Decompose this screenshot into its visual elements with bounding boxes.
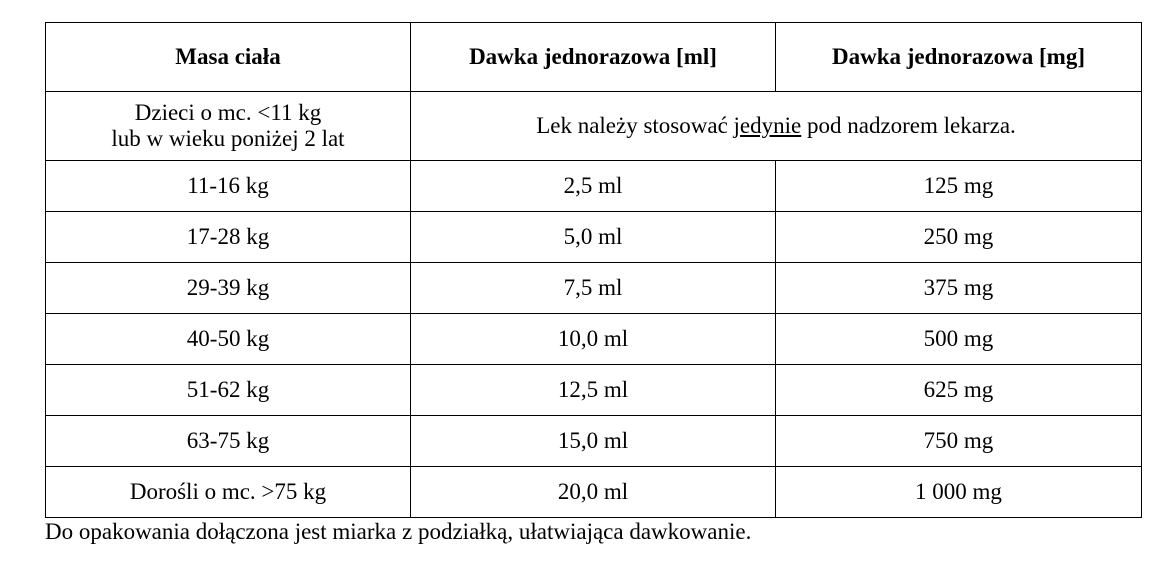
measuring-cup-note: Do opakowania dołączona jest miarka z podziałką, ułatwiająca dawkowanie. [45, 519, 752, 544]
weight-line-1: Dzieci o mc. <11 kg [134, 99, 322, 125]
header-dose-mg: Dawka jednorazowa [mg] [776, 23, 1142, 92]
dose-mg-cell: 125 mg [776, 161, 1142, 212]
weight-cell [46, 92, 411, 161]
header-body-weight: Masa ciała [46, 23, 411, 92]
table-row-young-children [46, 92, 1142, 161]
note-before: Lek należy stosować [536, 112, 734, 138]
dose-ml-cell: 10,0 ml [411, 314, 776, 365]
weight-cell: Dorośli o mc. >75 kg [46, 467, 411, 518]
table-row [46, 365, 1142, 416]
table-row [46, 161, 1142, 212]
table-row [46, 212, 1142, 263]
dose-ml-cell: 15,0 ml [411, 416, 776, 467]
table-row [46, 314, 1142, 365]
weight-line-2: lub w wieku poniżej 2 lat [111, 126, 345, 151]
weight-cell: 11-16 kg [46, 161, 411, 212]
dose-ml-cell: 7,5 ml [411, 263, 776, 314]
header-dose-ml: Dawka jednorazowa [ml] [411, 23, 776, 92]
dose-ml-cell: 20,0 ml [411, 467, 776, 518]
dose-mg-cell: 250 mg [776, 212, 1142, 263]
note-underlined: jedynie [733, 112, 802, 138]
weight-cell: 63-75 kg [46, 416, 411, 467]
dose-mg-cell: 375 mg [776, 263, 1142, 314]
dose-ml-cell: 2,5 ml [411, 161, 776, 212]
table-row [46, 416, 1142, 467]
dose-mg-cell: 750 mg [776, 416, 1142, 467]
weight-cell: 40-50 kg [46, 314, 411, 365]
table-header-row [46, 23, 1142, 92]
table-row [46, 467, 1142, 518]
dosage-table [45, 22, 1142, 518]
supervision-note-cell [411, 92, 1142, 161]
dose-ml-cell: 12,5 ml [411, 365, 776, 416]
dose-mg-cell: 625 mg [776, 365, 1142, 416]
weight-cell: 51-62 kg [46, 365, 411, 416]
weight-cell: 17-28 kg [46, 212, 411, 263]
table-row [46, 263, 1142, 314]
dose-mg-cell: 1 000 mg [776, 467, 1142, 518]
dose-mg-cell: 500 mg [776, 314, 1142, 365]
dose-ml-cell: 5,0 ml [411, 212, 776, 263]
weight-cell: 29-39 kg [46, 263, 411, 314]
note-after: pod nadzorem lekarza. [801, 112, 1016, 138]
